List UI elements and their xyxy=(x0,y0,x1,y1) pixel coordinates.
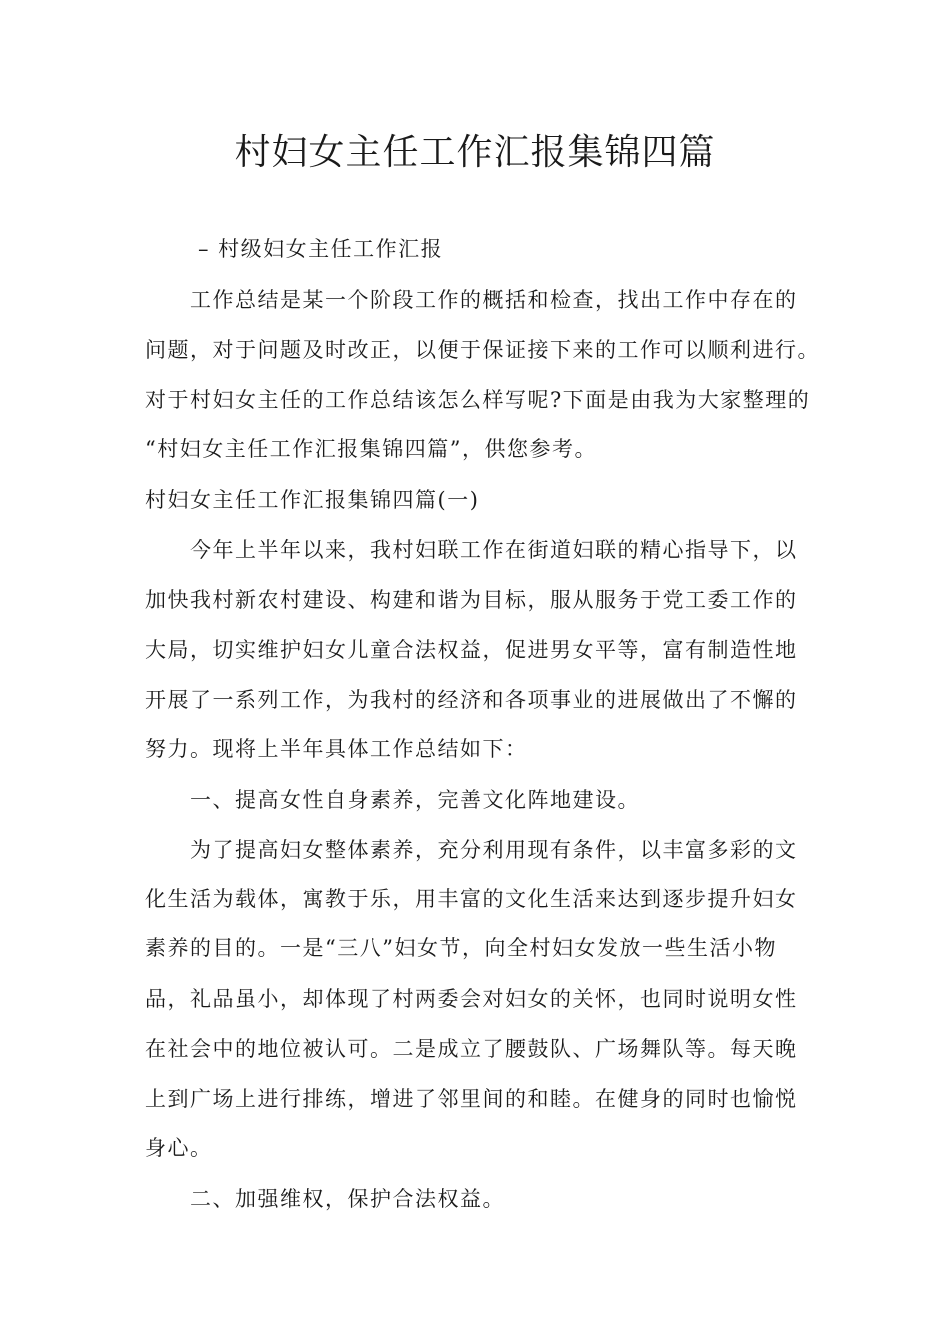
section-subtitle: – 村级妇女主任工作汇报 xyxy=(198,237,444,261)
paragraph-line: 问题，对于问题及时改正，以便于保证接下来的工作可以顺利进行。 xyxy=(145,338,820,362)
paragraph-line: 工作总结是某一个阶段工作的概括和检查，找出工作中存在的 xyxy=(190,288,798,312)
document-title: 村妇女主任工作汇报集锦四篇 xyxy=(234,132,716,173)
paragraph-line: 加快我村新农村建设、构建和谐为目标，服从服务于党工委工作的 xyxy=(145,588,798,612)
paragraph-line: 品，礼品虽小，却体现了村两委会对妇女的关怀，也同时说明女性 xyxy=(145,987,798,1011)
paragraph-line: 身心。 xyxy=(145,1136,213,1160)
paragraph-line: “村妇女主任工作汇报集锦四篇”，供您参考。 xyxy=(145,437,597,461)
paragraph-line: 开展了一系列工作，为我村的经济和各项事业的进展做出了不懈的 xyxy=(145,688,798,712)
paragraph-line: 今年上半年以来，我村妇联工作在街道妇联的精心指导下，以 xyxy=(190,538,798,562)
paragraph-line: 化生活为载体，寓教于乐，用丰富的文化生活来达到逐步提升妇女 xyxy=(145,887,798,911)
section-heading: 一、提高女性自身素养，完善文化阵地建设。 xyxy=(190,788,640,812)
section-heading: 二、加强维权，保护合法权益。 xyxy=(190,1187,505,1211)
paragraph-line: 在社会中的地位被认可。二是成立了腰鼓队、广场舞队等。每天晚 xyxy=(145,1037,798,1061)
paragraph-line: 上到广场上进行排练，增进了邻里间的和睦。在健身的同时也愉悦 xyxy=(145,1087,798,1111)
paragraph-line: 努力。现将上半年具体工作总结如下： xyxy=(145,737,528,761)
paragraph-line: 大局，切实维护妇女儿童合法权益，促进男女平等，富有制造性地 xyxy=(145,638,798,662)
paragraph-line: 对于村妇女主任的工作总结该怎么样写呢?下面是由我为大家整理的 xyxy=(145,388,811,412)
section-heading: 村妇女主任工作汇报集锦四篇(一) xyxy=(145,488,480,512)
paragraph-line: 素养的目的。一是“三八”妇女节，向全村妇女发放一些生活小物 xyxy=(145,936,777,960)
paragraph-line: 为了提高妇女整体素养，充分利用现有条件，以丰富多彩的文 xyxy=(190,838,798,862)
